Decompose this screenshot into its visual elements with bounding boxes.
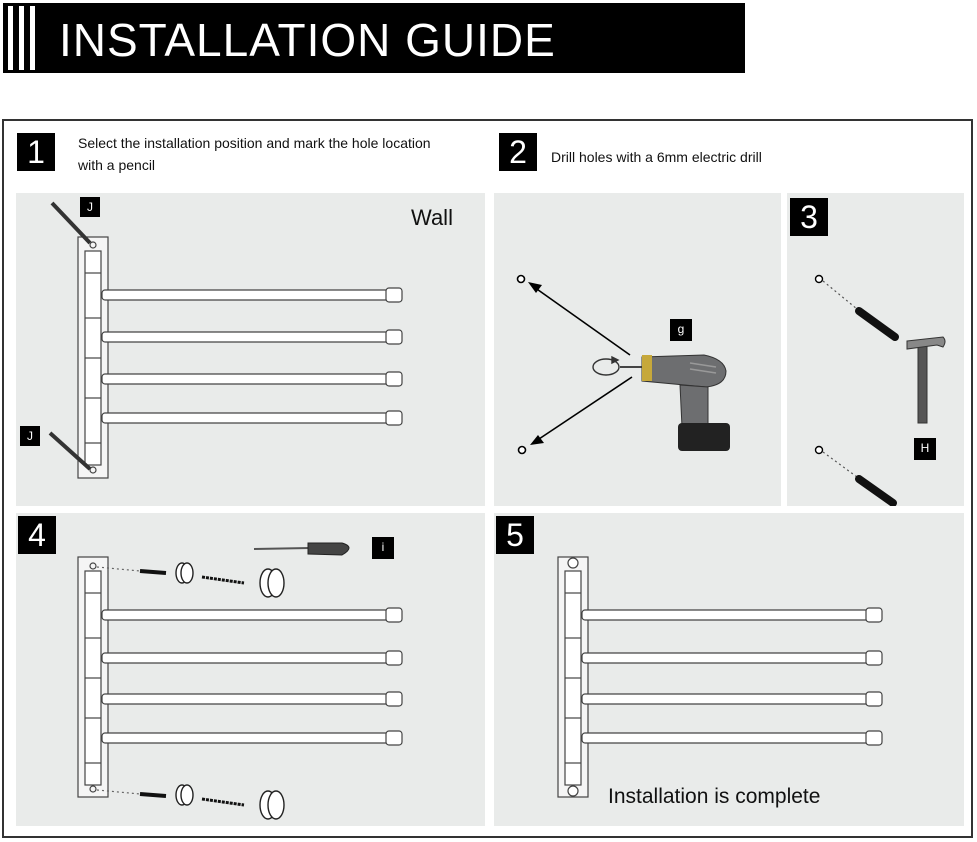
drill-tag: g xyxy=(670,319,692,341)
anchor-plug-icon xyxy=(140,571,166,796)
anchor-plug-icon xyxy=(859,311,895,337)
step-1-panel xyxy=(16,193,485,506)
header-stripe xyxy=(30,6,35,70)
step-5-illustration xyxy=(494,513,964,826)
drill-icon xyxy=(620,355,730,451)
step-1-illustration xyxy=(16,193,485,506)
step-1-number: 1 xyxy=(17,133,55,171)
screwdriver-tag: i xyxy=(372,537,394,559)
step-3-illustration xyxy=(787,193,964,506)
header-stripe xyxy=(19,6,24,70)
step-2-text: Drill holes with a 6mm electric drill xyxy=(551,149,762,165)
step-3-panel xyxy=(787,193,964,506)
step-4-panel xyxy=(16,513,485,826)
step-2-illustration xyxy=(494,193,781,506)
completion-label: Installation is complete xyxy=(608,785,821,808)
anchor-plug-icon xyxy=(859,479,893,503)
cap-icon xyxy=(176,563,284,819)
pencil-tag: J xyxy=(80,197,100,217)
step-4-illustration xyxy=(16,513,485,826)
step-1-text: Select the installation position and mark the hole location with a pencil xyxy=(78,135,431,173)
page-title: INSTALLATION GUIDE xyxy=(59,14,556,66)
step-4-number: 4 xyxy=(18,516,56,554)
header-bar xyxy=(3,3,745,73)
rotation-icon xyxy=(593,357,619,375)
screwdriver-icon xyxy=(254,543,349,555)
header-stripe xyxy=(8,6,13,70)
step-2-number: 2 xyxy=(499,133,537,171)
wall-label: Wall xyxy=(411,205,453,230)
hammer-icon xyxy=(907,337,945,423)
step-5-number: 5 xyxy=(496,516,534,554)
step-2-panel xyxy=(494,193,781,506)
hammer-tag: H xyxy=(914,438,936,460)
pencil-tag: J xyxy=(20,426,40,446)
step-3-number: 3 xyxy=(790,198,828,236)
step-5-panel xyxy=(494,513,964,826)
